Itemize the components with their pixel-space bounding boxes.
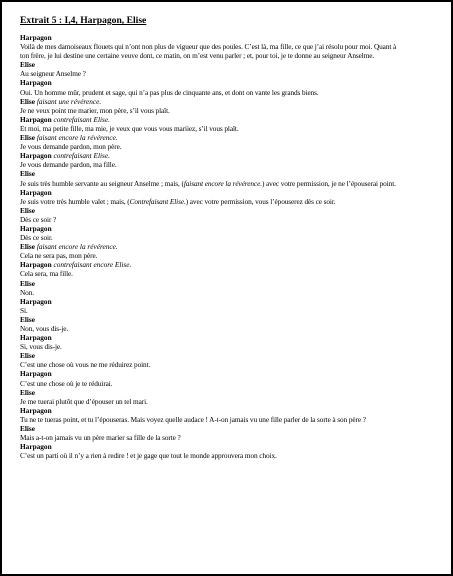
dialogue-text-segment: Je suis votre très humble valet ; mais, ( [20,196,130,206]
speaker-name: Elise [20,314,35,324]
dialogue-line: Cela ne sera pas, mon père. [20,251,98,261]
speaker-name: Elise [20,96,35,106]
speaker-with-direction [20,151,436,160]
dialogue-line: Et moi, ma petite fille, ma mie, je veux que vous vous mariiez, s’il vous plaît. [20,123,239,133]
dialogue-text-segment: ) avec votre permission, vous l’épouserez dès ce soir. [185,196,336,206]
dialogue-text-segment: ) avec votre permission, je ne l’épouserai point. [261,178,396,188]
speaker-with-direction [20,260,436,269]
stage-direction: Contrefaisant Elise. [129,196,186,206]
dialogue-line: C’est une chose où je te réduirai. [20,378,113,388]
speaker-name: Elise [20,387,35,397]
dialogue-line: Je ne veux point me marier, mon père, s’il vous plaît. [20,105,170,115]
dialogue-line: Je me tuerai plutôt que d’épouser un tel mari. [20,396,148,406]
dialogue-line: Voilà de mes damoiseaux flouets qui n’ont non plus de vigueur que des poules. C’est là, ma fille, ce que j’ai résolu pour moi. Quant à [20,42,397,52]
speaker-name: Elise [20,169,35,179]
dialogue-text [20,33,436,460]
dialogue-line: Au seigneur Anselme ? [20,69,86,79]
dialogue-line: C’est une chose où vous ne me réduirez point. [20,360,151,370]
speaker-with-direction [20,133,436,142]
speaker-name: Harpagon [20,114,52,124]
stage-direction: contrefaisant encore Elise. [53,260,132,270]
stage-direction: faisant encore la révérence. [36,133,118,143]
speaker-name: Harpagon [20,296,52,306]
speaker-name: Elise [20,424,35,434]
speaker-name: Elise [20,242,35,252]
dialogue-line: Dès ce soir ? [20,214,57,224]
dialogue-line: Non. [20,287,34,297]
dialogue-line: Je vous demande pardon, mon père. [20,142,122,152]
dialogue-line: Si. [20,305,28,315]
dialogue-text-segment: Je suis très humble servante au seigneur Anselme ; mais, ( [20,178,184,188]
stage-direction: faisant encore la révérence. [183,178,262,188]
dialogue-line [20,179,436,188]
dialogue-line: Si, vous dis-je. [20,342,62,352]
dialogue-line: Cela sera, ma fille. [20,269,73,279]
speaker-name: Elise [20,60,35,70]
dialogue-line: Dès ce soir. [20,233,53,243]
dialogue-line: Non, vous dis-je. [20,324,69,333]
speaker-name: Harpagon [20,442,52,452]
speaker-name: Harpagon [20,260,52,270]
speaker-name: Harpagon [20,369,52,379]
speaker-name: Harpagon [20,333,52,343]
dialogue-line [20,197,436,206]
speaker-name: Harpagon [20,405,52,415]
speaker-name: Elise [20,278,35,288]
speaker-with-direction [20,242,436,251]
speaker-name: Elise [20,205,35,215]
dialogue-line: Je vous demande pardon, ma fille. [20,160,117,170]
speaker-with-direction [20,97,436,106]
dialogue-line: Mais a-t-on jamais vu un père marier sa fille de la sorte ? [20,433,181,443]
dialogue-line: Tu ne te tueras point, et tu l’épouseras. Mais voyez quelle audace ! A-t-on jamais vu une fille parler de la sorte à son père ? [20,414,366,424]
speaker-name: Harpagon [20,223,52,233]
stage-direction: contrefaisant Elise. [53,151,110,161]
speaker-with-direction [20,115,436,124]
speaker-name: Harpagon [20,33,52,42]
stage-direction: faisant une révérence. [36,96,102,106]
stage-direction: faisant encore la révérence. [36,242,118,252]
speaker-name: Elise [20,351,35,361]
document-title: Extrait 5 : I,4, Harpagon, Elise [20,15,147,26]
speaker-name: Harpagon [20,78,52,88]
dialogue-line: ton frère, je lui destine une certaine veuve dont, ce matin, on m’est venu parler ; et, pour toi, je te donne au seigneur Anselme. [20,51,375,61]
speaker-name: Harpagon [20,187,52,197]
dialogue-line: C’est un parti où il n’y a rien à redire ! et je gage que tout le monde approuvera mon choix. [20,451,277,461]
speaker-name: Harpagon [20,151,52,161]
dialogue-line: Oui. Un homme mûr, prudent et sage, qui n’a pas plus de cinquante ans, et dont on vante les grands biens. [20,87,319,97]
speaker-name: Elise [20,133,35,143]
stage-direction: contrefaisant Elise. [53,114,110,124]
